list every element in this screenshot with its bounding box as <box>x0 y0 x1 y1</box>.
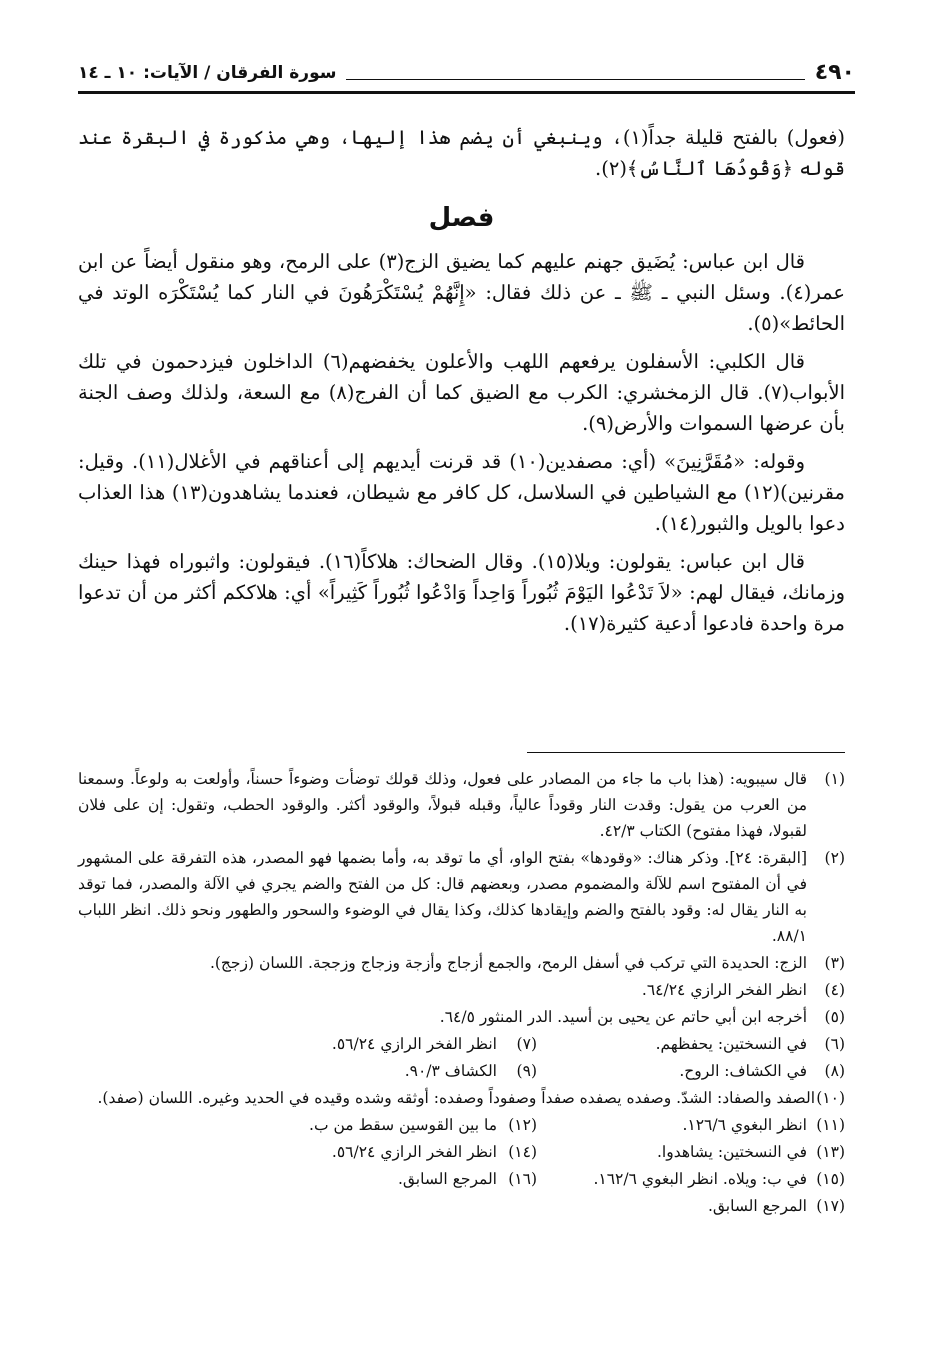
footnote-text: انظر الفخر الرازي ٥٦/٢٤. <box>331 1143 497 1161</box>
footnote-7 <box>332 1031 537 1057</box>
footnote-number: (١٣) <box>816 1143 845 1161</box>
footnote-text: انظر الفخر الرازي ٥٦/٢٤. <box>331 1035 497 1053</box>
footnote-number: (٣) <box>824 954 845 972</box>
footnote-row-6-7 <box>78 1031 845 1057</box>
footnote-text: الصفد والصفاد: الشدّ. وصفده يصفده صفداً وصفوداً وصفده: أوثقه وشده وقيده في الحديد وغيره. اللسان (صفد). <box>97 1089 815 1107</box>
footnote-text: ما بين القوسين سقط من ب. <box>309 1116 497 1134</box>
footnote-number: (١١) <box>816 1116 845 1134</box>
footnote-text: المرجع السابق. <box>397 1170 497 1188</box>
footnote-text: الكشاف ٩٠/٣. <box>404 1062 497 1080</box>
footnote-text: في ب: ويلاه. انظر البغوي ١٦٢/٦. <box>593 1170 807 1188</box>
footnote-text: انظر الفخر الرازي ٦٤/٢٤. <box>641 981 807 999</box>
footnote-number: (٦) <box>824 1035 845 1053</box>
footnote-text: في النسختين: يشاهدوا. <box>657 1143 807 1161</box>
footnote-9 <box>405 1058 537 1084</box>
footnotes <box>78 766 845 1220</box>
footnote-number: (٤) <box>824 981 845 999</box>
footnote-text: في النسختين: يحفظهم. <box>655 1035 807 1053</box>
footnote-text: الزج: الحديدة التي تركب في أسفل الرمح، والجمع أزجاج وأزجة وزجاج وزججة. اللسان (زجج). <box>209 954 807 972</box>
footnote-number: (١) <box>824 770 845 788</box>
main-text <box>78 122 845 646</box>
footnote-16 <box>398 1166 537 1192</box>
footnote-6 <box>537 1031 845 1057</box>
footnote-number: (٩) <box>516 1062 537 1080</box>
paragraph-1: (فعول) بالفتح قليلة جداً(١)، وينبغي أن يضم هذا إليها، وهي مذكورة في البقرة عند قوله ﴿وَقُودُهَا ٱلنَّاسُ﴾(٢). <box>78 126 845 180</box>
footnote-row-15-16 <box>78 1166 845 1192</box>
footnote-14 <box>332 1139 537 1165</box>
paragraph-2: قال ابن عباس: يُضَيق جهنم عليهم كما يضيق الزج(٣) على الرمح، وهو منقول أيضاً عن ابن عمر(٤). وسئل النبي ـ ﷺ ـ عن ذلك فقال: «إِنَّهُمْ يُسْتَكْرَهُونَ في النار كما يُسْتَكْرَه الوتد في الحائط»(٥). <box>78 250 845 335</box>
footnote-row-13-14 <box>78 1139 845 1165</box>
footnote-number: (١٠) <box>816 1089 845 1107</box>
footnote-1 <box>78 766 845 844</box>
footnote-number: (١٤) <box>508 1143 537 1161</box>
section-title: فصل <box>428 203 495 233</box>
footnote-number: (١٥) <box>816 1170 845 1188</box>
header-divider <box>78 91 855 94</box>
footnote-4 <box>78 977 845 1003</box>
paragraph-5: قال ابن عباس: يقولون: ويلا(١٥). وقال الضحاك: هلاكاً(١٦). فيقولون: واثبوراه فهذا حينك وزمانك، فيقال لهم: «لاَ تَدْعُوا اليَوْمَ ثُبُوراً وَاحِداً وَادْعُوا ثُبُوراً كَثِيراً» أي: هلاككم أكثر من أن تدعوا مرة واحدة فادعوا أدعية كثيرة(١٧). <box>78 550 845 635</box>
footnote-number: (١٦) <box>508 1170 537 1188</box>
header-rule <box>346 79 804 80</box>
running-title: سورة الفرقان / الآيات: ١٠ ـ ١٤ <box>78 63 337 83</box>
footnote-5 <box>78 1004 845 1030</box>
footnote-13 <box>537 1139 845 1165</box>
footnote-number: (٨) <box>824 1062 845 1080</box>
running-header <box>78 52 855 86</box>
footnote-row-8-9 <box>78 1058 845 1084</box>
footnote-12 <box>309 1112 537 1138</box>
footnote-15 <box>537 1166 845 1192</box>
footnote-10 <box>78 1085 845 1111</box>
footnote-row-17 <box>78 1193 845 1219</box>
footnote-2 <box>78 845 845 949</box>
footnote-text: انظر البغوي ١٢٦/٦. <box>682 1116 807 1134</box>
footnote-number: (٧) <box>516 1035 537 1053</box>
page-number: ٤٩٠ <box>814 60 855 85</box>
footnote-text: أخرجه ابن أبي حاتم عن يحيى بن أسيد. الدر المنثور ٦٤/٥. <box>439 1008 807 1026</box>
footnote-text: [البقرة: ٢٤]. وذكر هناك: «وقودها» بفتح الواو، أي ما توقد به، وأما بضمها فهو المصدر، هذه التفرقة على المشهور في أن المفتوح اسم للآلة والمضموم مصدر، وبعضهم قال: كل من الفتح والضم يجري في الآلة والمصدر، فما توقد به النار يقال له: وقود بالفتح والضم وإيقادها كذلك، وكذا يقال في الوضوء والسحور والطهور ونحو ذلك. انظر اللباب ٨٨/١. <box>78 849 808 945</box>
footnote-17 <box>537 1193 845 1219</box>
footnote-text: في الكشاف: الروح. <box>679 1062 807 1080</box>
paragraph-4: وقوله: «مُقَرَّنِينَ» (أي: مصفدين(١٠) قد قرنت أيديهم إلى أعناقهم في الأغلال(١١). وقيل: مقرنين)(١٢) مع الشياطين في السلاسل، كل كافر مع شيطان، فعندما يشاهدون(١٣) هذا العذاب دعوا بالويل والثبور(١٤). <box>78 450 845 535</box>
footnote-divider <box>527 752 845 753</box>
footnote-text: المرجع السابق. <box>707 1197 807 1215</box>
footnote-row-11-12 <box>78 1112 845 1138</box>
footnote-number: (٥) <box>824 1008 845 1026</box>
footnote-number: (٢) <box>824 849 845 867</box>
footnote-number: (١٧) <box>816 1197 845 1215</box>
footnote-text: قال سيبويه: (هذا باب ما جاء من المصادر على فعول، وذلك قولك توضأت وضوءاً حسناً، وأولعت به ولوعاً. وسمعنا من العرب من يقول: وقدت النار وقوداً عالياً، وقبله قبولاً، والوقود أكثر. والوقود الحطب، وتقول: إن على فلان لقبولا، فهذا مفتوح) الكتاب ٤٢/٣. <box>78 770 807 840</box>
footnote-number: (١٢) <box>508 1116 537 1134</box>
footnote-3 <box>78 950 845 976</box>
footnote-11 <box>537 1112 845 1138</box>
footnote-8 <box>537 1058 845 1084</box>
paragraph-3: قال الكلبي: الأسفلون يرفعهم اللهب والأعلون يخفضهم(٦) الداخلون فيزدحمون في تلك الأبواب(٧). قال الزمخشري: الكرب مع الضيق كما أن الفرج(٨) مع السعة، ولذلك وصف الجنة بأن عرضها السموات والأرض(٩). <box>78 350 845 435</box>
